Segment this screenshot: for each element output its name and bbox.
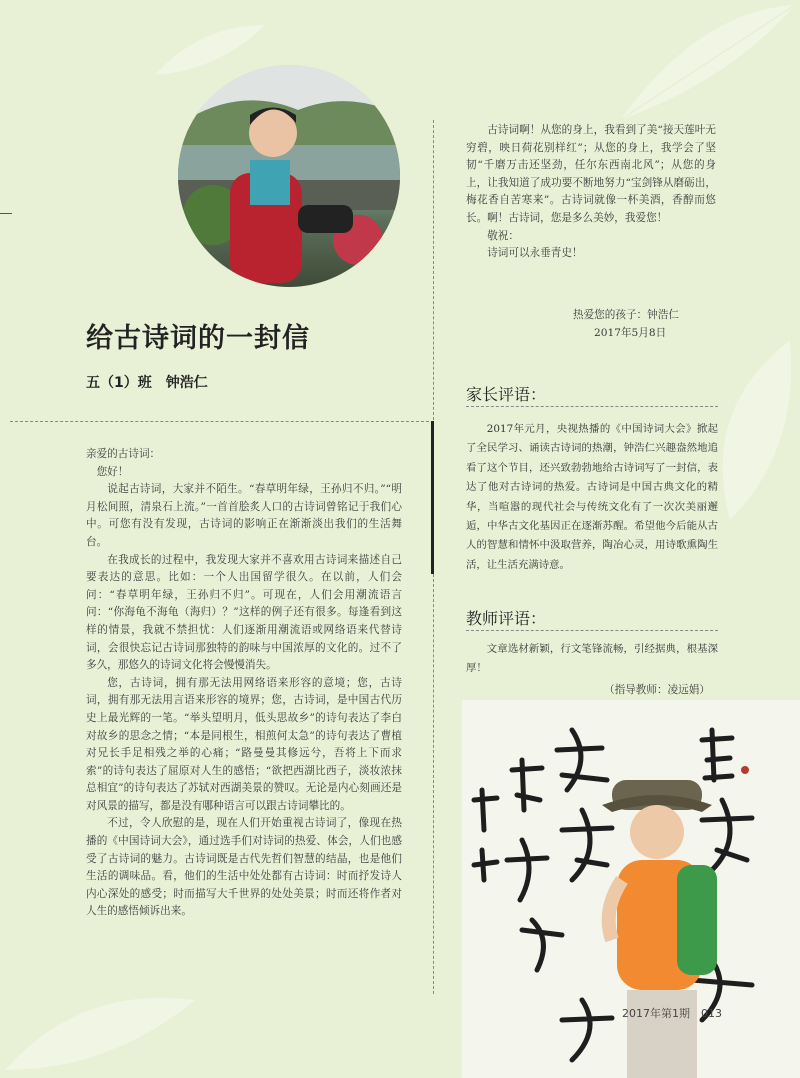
teacher-comment bbox=[466, 640, 718, 679]
section-divider bbox=[466, 406, 718, 407]
leaf-decoration-icon bbox=[610, 0, 800, 140]
column-divider bbox=[433, 574, 434, 994]
parent-comment-heading: 家长评语： bbox=[466, 385, 547, 404]
calligraphy-photo bbox=[462, 700, 800, 1078]
letter-signature: 热爱您的孩子：钟浩仁 bbox=[573, 309, 679, 321]
margin-tick bbox=[0, 213, 12, 214]
letter-paragraph: 您，古诗词，拥有那无法用网络语来形容的意境；您，古诗词，拥有那无法用言语来形容的境界；您，古诗词，是中国古代历史上最光辉的一笔。“举头望明月，低头思故乡”的诗句表达了李白对故乡的思念之情；“本是同根生，相煎何太急”的诗句表达了曹植对兄长手足相残之举的心痛；“路曼曼其修远兮，吾将上下而求索”的诗句表达了屈原对人生的感悟；“欲把西湖比西子，淡妆浓抹总相宜”的诗句表达了苏轼对西湖美景的赞叹。无论是内心刻画还是对风景的描写，都是没有哪种语言可以跟古诗词攀比的。 bbox=[86, 676, 402, 812]
section-divider bbox=[10, 421, 434, 422]
parent-comment bbox=[466, 420, 718, 575]
parent-comment-text: 2017年元月，央视热播的《中国诗词大会》掀起了全民学习、诵读古诗词的热潮，钟浩仁兴趣盎然地追看了这个节目，还兴致勃勃地给古诗词写了一封信，表达了他对古诗词的热爱。古诗词是中国古典文化的精华，当喧嚣的现代社会与传统文化有了一次次美丽邂逅，中华古文化基因正在逐渐苏醒。希望他今后能从古人的智慧和情怀中汲取营养，陶冶心灵，用诗歌熏陶生活，让生活充满诗意。 bbox=[466, 423, 718, 571]
column-divider-bold bbox=[431, 421, 434, 574]
letter-closing: 敬祝： bbox=[487, 229, 519, 242]
section-divider bbox=[466, 630, 718, 631]
column-divider bbox=[433, 120, 434, 420]
page-footer: 2017年第1期 013 bbox=[622, 1007, 722, 1020]
teacher-comment-text: 文章选材新颖，行文笔锋流畅，引经据典，根基深厚！ bbox=[466, 643, 718, 675]
letter-salutation: 亲爱的古诗词： bbox=[86, 448, 161, 460]
leaf-decoration-icon bbox=[0, 980, 200, 1078]
letter-paragraph: 不过，令人欣慰的是，现在人们开始重视古诗词了，像现在热播的《中国诗词大会》，通过选手们对诗词的热爱、体会，人们也感受了古诗词的魅力。古诗词既是古代先哲们智慧的结晶，也是他们生活的调味品。看，他们的生活中处处都有古诗词：时而抒发诗人内心深处的感受；时而描写大千世界的处处美景；时而还将作者对人生的感悟倾诉出来。 bbox=[86, 817, 402, 918]
teacher-signature: （指导教师：凌远娟） bbox=[604, 684, 710, 696]
author-byline: 五（1）班 钟浩仁 bbox=[86, 375, 208, 391]
letter-continuation bbox=[466, 122, 716, 263]
letter-greeting: 您好！ bbox=[96, 465, 129, 478]
teacher-comment-heading: 教师评语： bbox=[466, 609, 547, 628]
letter-paragraph: 古诗词啊！从您的身上，我看到了美“接天莲叶无穷碧，映日荷花别样红”；从您的身上，我学会了坚韧“千磨万击还坚劲，任尔东西南北风”；从您的身上，让我知道了成功要不断地努力“宝剑锋从磨砺出，梅花香自苦寒来”。古诗词就像一杯美酒，香醇而悠长。啊！古诗词，您是多么美妙，我爱您！ bbox=[466, 124, 716, 224]
letter-date: 2017年5月8日 bbox=[594, 327, 667, 339]
letter-paragraph: 说起古诗词，大家并不陌生。“春草明年绿，王孙归不归。”“明月松间照，清泉石上流。”一首首脍炙人口的古诗词曾铭记于我们心中。可您有没有发现，古诗词的影响正在渐渐淡出我们的生活舞台。 bbox=[86, 483, 402, 548]
letter-closing-wish: 诗词可以永垂青史！ bbox=[487, 247, 583, 260]
letter-body bbox=[86, 446, 402, 921]
letter-paragraph: 在我成长的过程中，我发现大家并不喜欢用古诗词来描述自己要表达的意思。比如：一个人出国留学很久。在以前，人们会问：“春草明年绿，王孙归不归”。可现在，人们会用潮流语言问：“你海龟不海龟（海归）？”这样的例子还有很多。每逢看到这样的情景，我就不禁担忧：人们逐渐用潮流语或网络语来代替诗词，会很快忘记古诗词那独特的韵味与中国浓厚的文化的。过不了多久，那悠久的诗词文化将会慢慢消失。 bbox=[86, 553, 402, 672]
student-photo bbox=[178, 65, 400, 287]
page-title: 给古诗词的一封信 bbox=[86, 323, 310, 354]
